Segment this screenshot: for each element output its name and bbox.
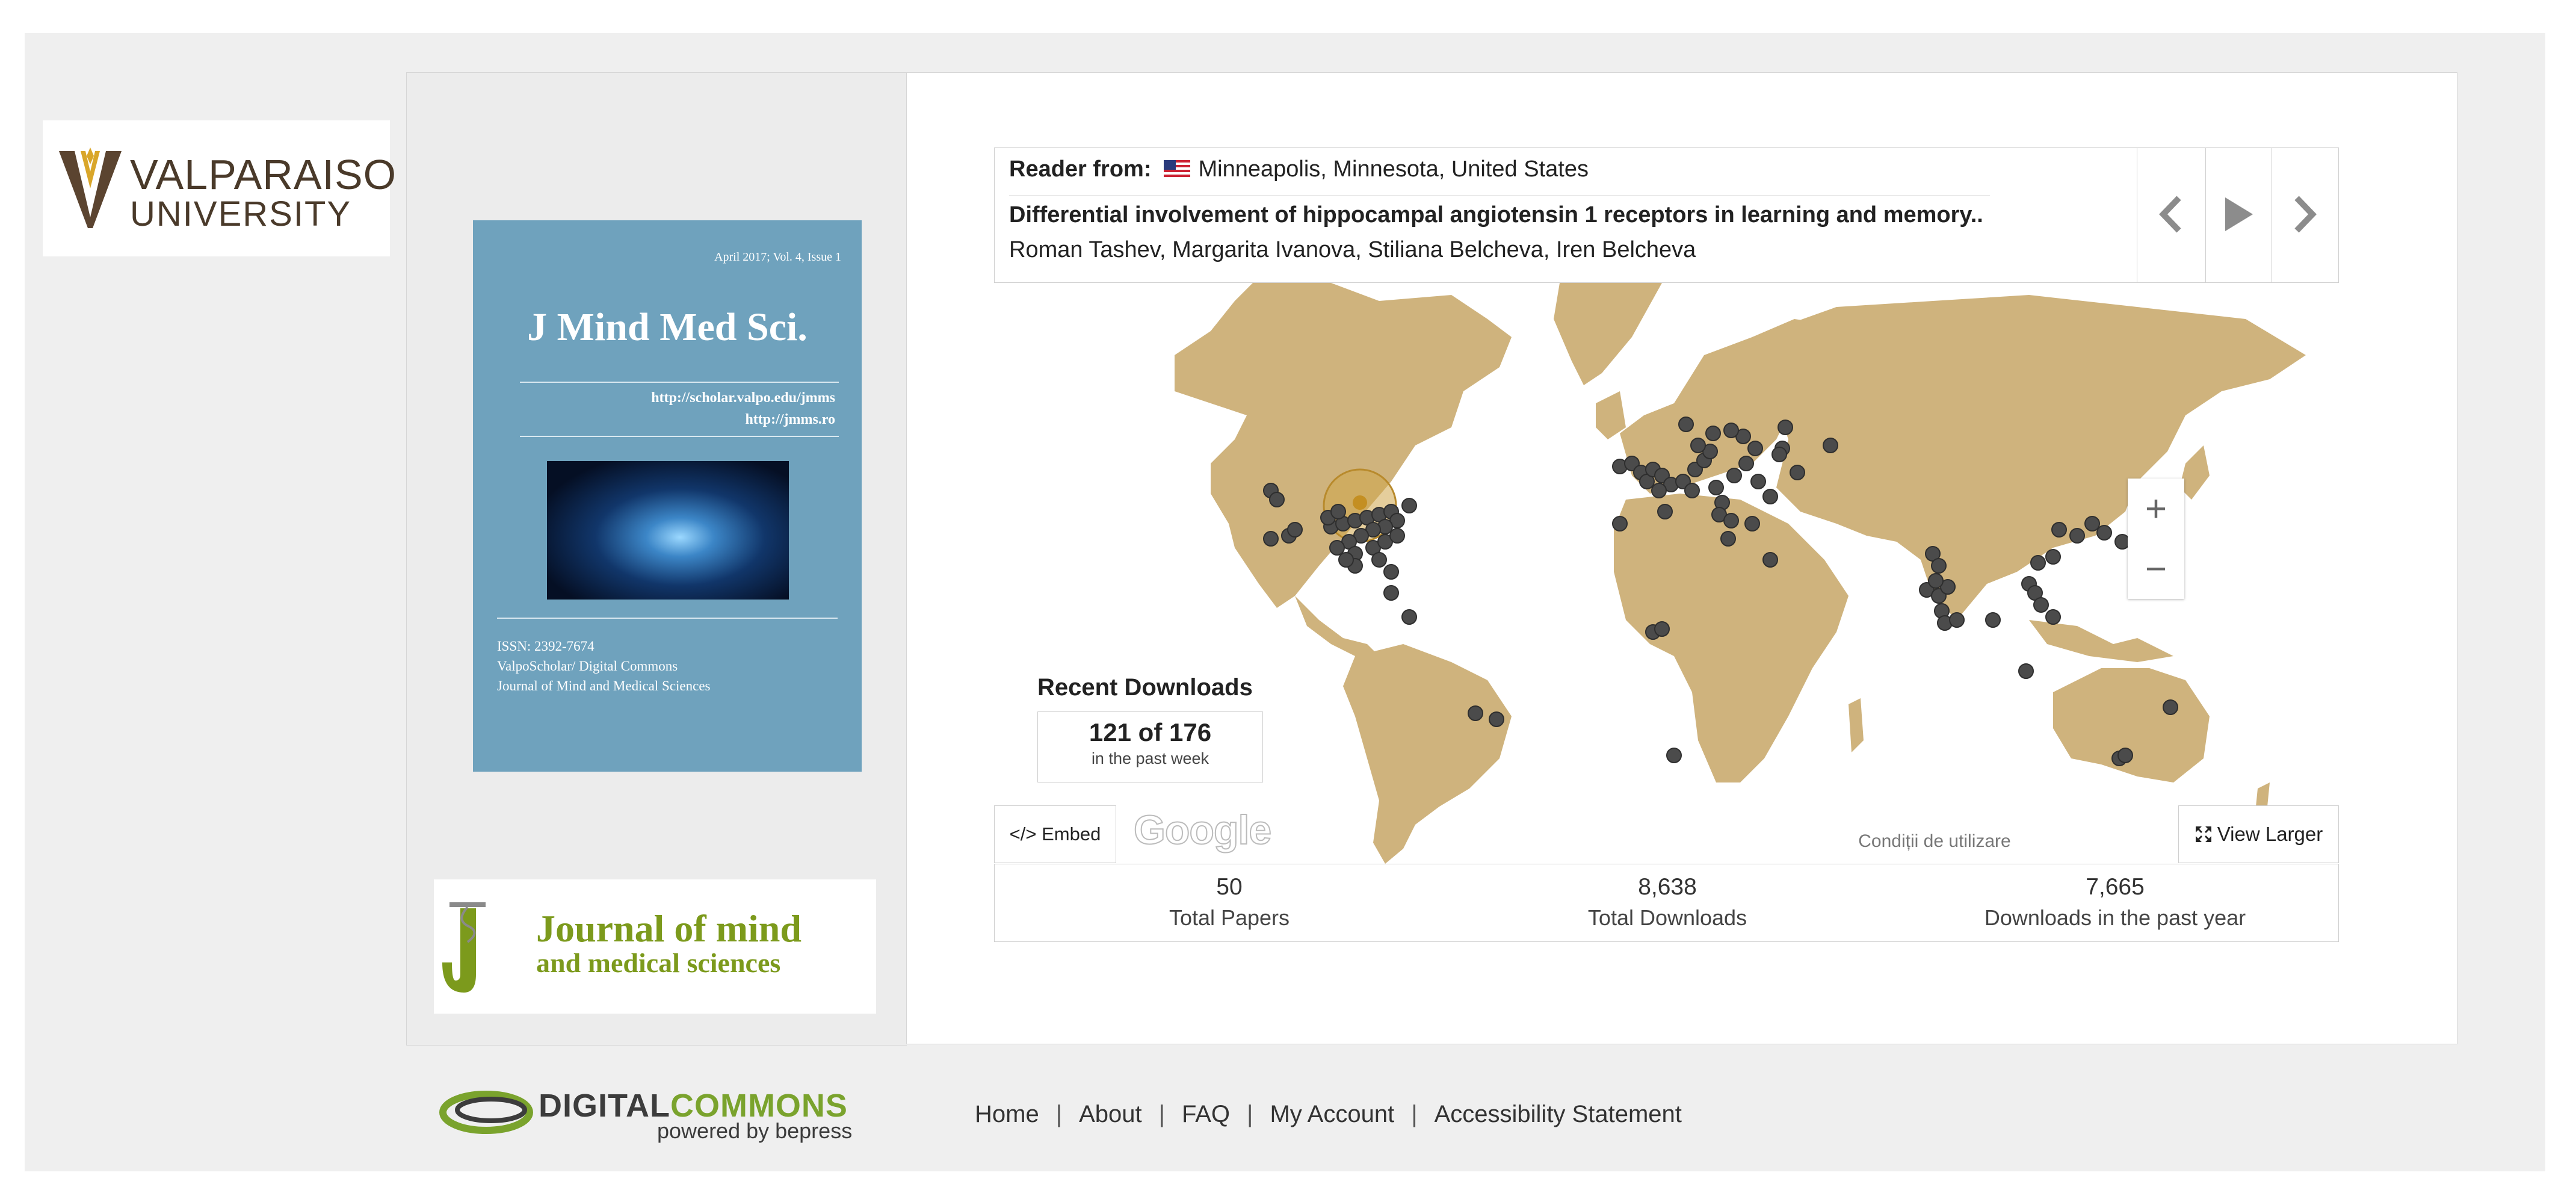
footer-nav — [975, 1101, 1682, 1128]
footer-link-my-account[interactable]: My Account — [1270, 1101, 1395, 1127]
stat-value: 8,638 — [1638, 874, 1697, 900]
recent-downloads-period: in the past week — [1091, 749, 1209, 767]
stat-downloads-past-year — [1904, 874, 2326, 931]
digital-commons-swoosh-icon — [439, 1083, 536, 1144]
active-reader-marker — [1353, 495, 1367, 510]
chevron-left-icon — [2156, 193, 2186, 235]
zoom-out-button[interactable]: − — [2145, 548, 2167, 590]
stat-total-downloads — [1457, 874, 1878, 931]
university-name-line1: VALPARAISO — [130, 151, 397, 198]
footer-separator: | — [1247, 1101, 1253, 1127]
readership-map[interactable] — [994, 283, 2339, 864]
brand-tagline: powered by bepress — [657, 1118, 853, 1143]
cover-url-2: http://jmms.ro — [745, 412, 835, 427]
footer-link-home[interactable]: Home — [975, 1101, 1039, 1127]
zoom-control — [2128, 479, 2184, 599]
terms-of-use-link[interactable]: Condiții de utilizare — [1847, 825, 2022, 858]
cover-neuron-image — [547, 461, 789, 600]
stat-value: 50 — [1216, 874, 1243, 900]
cover-url-1: http://scholar.valpo.edu/jmms — [651, 390, 835, 406]
play-button[interactable] — [2208, 172, 2269, 256]
view-larger-button[interactable] — [2178, 805, 2339, 863]
cover-issue: April 2017; Vol. 4, Issue 1 — [714, 250, 841, 264]
stat-total-papers — [1019, 874, 1440, 931]
journal-j-icon — [437, 896, 489, 999]
reader-location: Minneapolis, Minnesota, United States — [1198, 156, 1589, 182]
nav-separator — [2205, 148, 2206, 282]
stat-value: 7,665 — [2086, 874, 2145, 900]
footer-link-faq[interactable]: FAQ — [1182, 1101, 1231, 1127]
recent-downloads-count: 121 of 176 — [1089, 718, 1212, 746]
stat-label: Downloads in the past year — [1984, 905, 2246, 930]
embed-button[interactable]: </> Embed — [994, 805, 1116, 863]
expand-icon — [2195, 825, 2213, 843]
footer-separator: | — [1055, 1101, 1063, 1127]
reader-location-line — [1009, 156, 1589, 182]
journal-logo-line1: Journal of mind — [536, 907, 802, 950]
cover-divider — [520, 382, 839, 383]
university-shield-icon — [57, 146, 124, 231]
play-icon — [2222, 195, 2255, 234]
footer-link-about[interactable]: About — [1079, 1101, 1142, 1127]
cover-title: J Mind Med Sci. — [527, 305, 808, 349]
zoom-in-button[interactable]: + — [2145, 488, 2167, 530]
google-logo: Google — [1134, 807, 1271, 853]
stats-bar — [994, 864, 2339, 942]
cover-issn: ISSN: 2392-7674 — [497, 639, 595, 654]
us-flag-icon — [1164, 160, 1190, 178]
journal-logo-line2: and medical sciences — [536, 947, 781, 978]
footer-separator: | — [1411, 1101, 1418, 1127]
cover-publisher: ValpoScholar/ Digital Commons — [497, 658, 678, 674]
reader-info-panel — [994, 147, 2339, 283]
university-name-line2: UNIVERSITY — [130, 194, 352, 234]
paper-authors: Roman Tashev, Margarita Ivanova, Stiliana Belcheva, Iren Belcheva — [1009, 237, 1696, 262]
chevron-right-icon — [2290, 193, 2320, 235]
brand-main: DIGITAL — [539, 1088, 670, 1124]
next-button[interactable] — [2275, 172, 2335, 256]
previous-button[interactable] — [2141, 172, 2201, 256]
cover-divider — [520, 436, 839, 437]
brand-accent: COMMONS — [670, 1088, 848, 1124]
university-logo[interactable] — [43, 120, 397, 256]
recent-downloads-box — [1037, 711, 1263, 782]
paper-title-link[interactable]: Differential involvement of hippocampal angiotensin 1 receptors in learning and memory.. — [1009, 202, 1983, 228]
stat-label: Total Papers — [1169, 905, 1290, 930]
recent-downloads-title: Recent Downloads — [1037, 674, 1253, 701]
footer-separator: | — [1158, 1101, 1166, 1127]
journal-cover[interactable] — [473, 220, 862, 772]
journal-logo[interactable] — [434, 879, 876, 1014]
cover-journal-name: Journal of Mind and Medical Sciences — [497, 678, 711, 693]
reader-divider — [1009, 195, 1990, 196]
cover-divider — [497, 618, 838, 619]
footer-link-accessibility[interactable]: Accessibility Statement — [1434, 1101, 1682, 1127]
view-larger-label: View Larger — [2217, 823, 2323, 845]
reader-label: Reader from: — [1009, 156, 1152, 182]
digital-commons-logo[interactable] — [439, 1083, 909, 1144]
stat-label: Total Downloads — [1587, 905, 1747, 930]
